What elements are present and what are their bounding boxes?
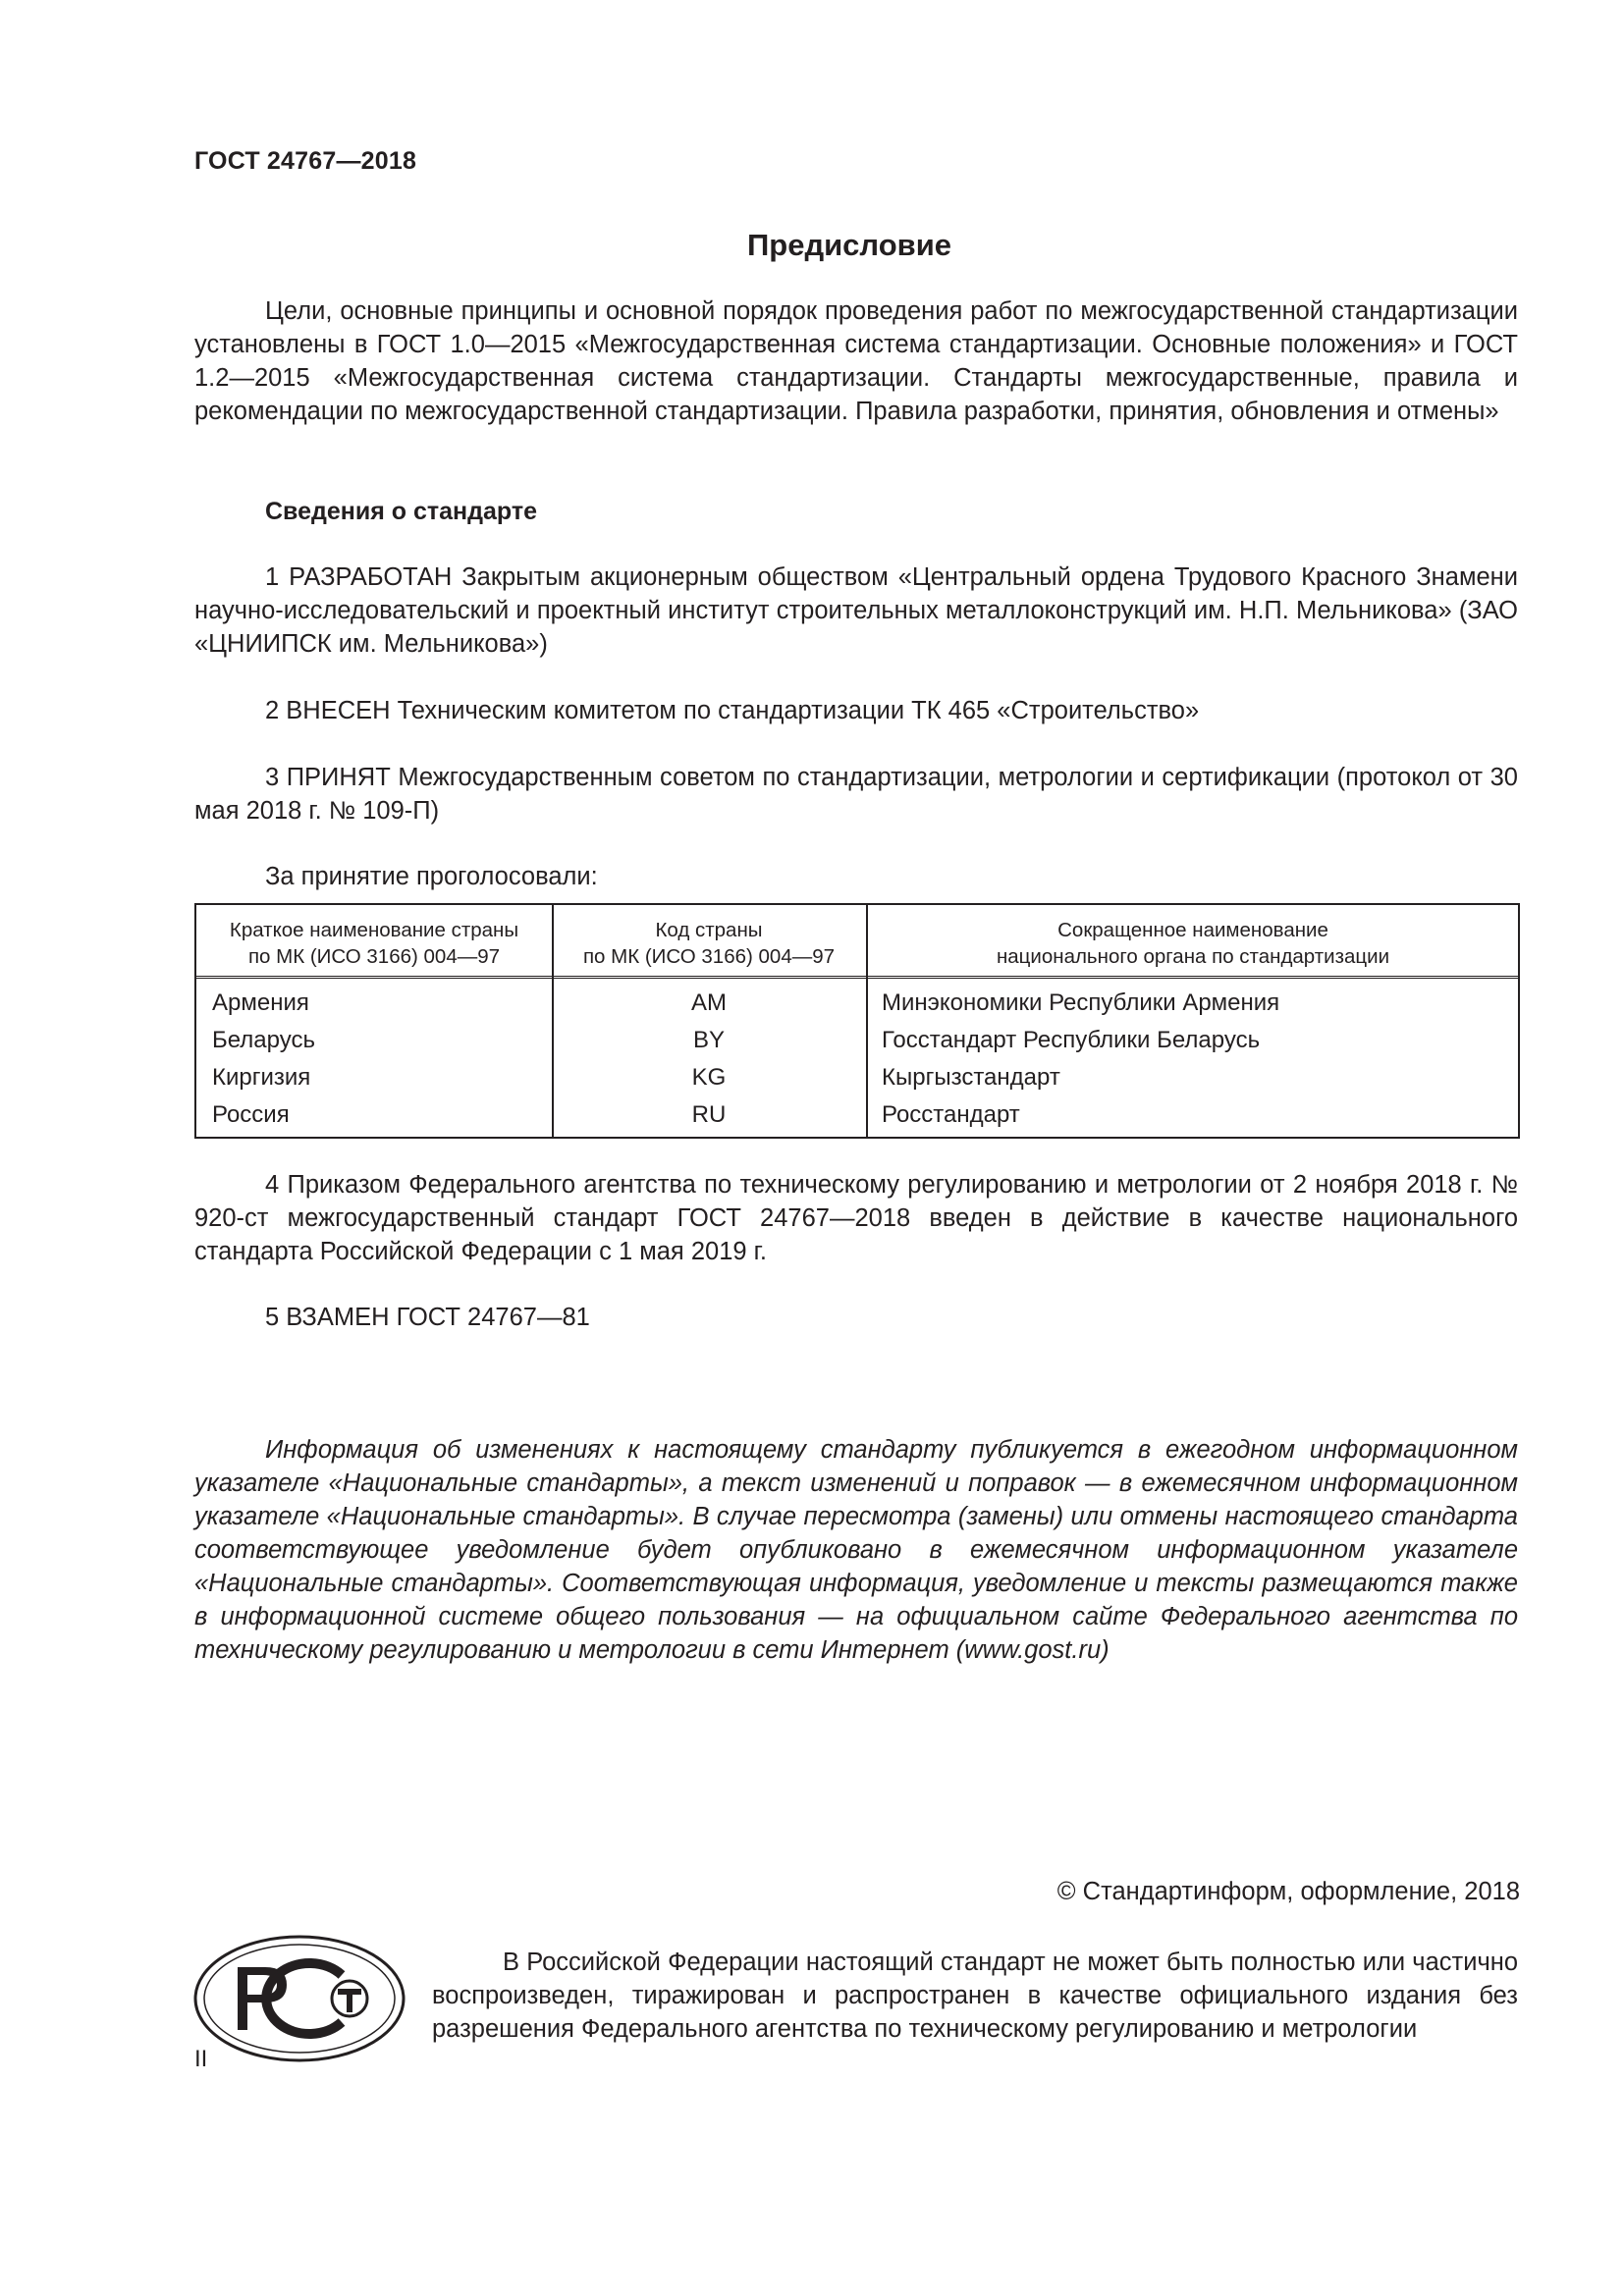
voted-label: За принятие проголосовали:: [265, 863, 598, 890]
info-item-5: 5 ВЗАМЕН ГОСТ 24767—81: [265, 1304, 590, 1331]
info-item-2: 2 ВНЕСЕН Техническим комитетом по стандартизации ТК 465 «Строительство»: [265, 697, 1200, 724]
table-cell-country: Россия: [212, 1101, 290, 1128]
table-header-separator: [196, 976, 1518, 979]
page-title: Предисловие: [746, 228, 951, 262]
rst-logo: [192, 1934, 406, 2063]
intro-paragraph: Цели, основные принципы и основной порядок проведения работ по межгосударственной стандартизации установлены в ГОСТ 1.0—2015 «Межгосударственная система стандартизации. Основные положения» и ГОСТ 1.2—2015 «Межгосударственная система стандартизации. Стандарты межгосударственные, правила и рекомендации по межгосударственной стандартизации. Правила разработки, принятия, обновления и отмены»: [194, 297, 1518, 425]
table-header-code: Код страны по МК (ИСО 3166) 004—97: [582, 919, 836, 968]
table-cell-authority: Госстандарт Республики Беларусь: [882, 1027, 1261, 1053]
table-cell-code: AM: [691, 989, 727, 1016]
document-id: ГОСТ 24767—2018: [194, 147, 417, 175]
reproduction-notice: В Российской Федерации настоящий стандарт не может быть полностью или частично воспроизведен, тиражирован и распространен в качестве официального издания без разрешения Федерального агентства по техническому регулированию и метрологии: [432, 1949, 1518, 2043]
info-item-4: 4 Приказом Федерального агентства по техническому регулированию и метрологии от 2 ноября 2018 г. № 920-ст межгосударственный стандарт ГОСТ 24767—2018 введен в действие в качестве национального стандарта Российской Федерации с 1 мая 2019 г.: [194, 1171, 1518, 1265]
info-item-1: 1 РАЗРАБОТАН Закрытым акционерным обществом «Центральный ордена Трудового Красного Знамени научно-исследовательский и проектный институт строительных металлоконструкций им. Н.П. Мельникова» (ЗАО «ЦНИИПСК им. Мельникова»): [194, 563, 1518, 658]
table-cell-code: BY: [692, 1027, 725, 1053]
table-cell-code: RU: [691, 1101, 727, 1128]
table-cell-country: Киргизия: [212, 1064, 311, 1091]
table-cell-authority: Кыргызстандарт: [882, 1064, 1060, 1091]
table-cell-country: Армения: [212, 989, 309, 1016]
copyright-notice: © Стандартинформ, оформление, 2018: [1056, 1878, 1520, 1905]
changes-notice: Информация об изменениях к настоящему стандарту публикуется в ежегодном информационном указателе «Национальные стандарты», а текст изменений и поправок — в ежемесячном информационном указателе «Национальные стандарты». В случае пересмотра (замены) или отмены настоящего стандарта соответствующее уведомление будет опубликовано в ежемесячном информационном указателе «Национальные стандарты». Соответствующая информация, уведомление и тексты размещаются также в информационной системе общего пользования — на официальном сайте Федерального агентства по техническому регулированию и метрологии в сети Интернет (www.gost.ru): [194, 1436, 1518, 1664]
info-item-3: 3 ПРИНЯТ Межгосударственным советом по стандартизации, метрологии и сертификации (протокол от 30 мая 2018 г. № 109-П): [194, 764, 1518, 825]
page-number: II: [194, 2046, 208, 2072]
table-header-authority: Сокращенное наименование национального органа по стандартизации: [996, 919, 1390, 968]
table-header-country: Краткое наименование страны по МК (ИСО 3166) 004—97: [229, 919, 519, 968]
table-cell-authority: Росстандарт: [882, 1101, 1020, 1128]
info-heading: Сведения о стандарте: [265, 498, 538, 525]
table-cell-code: KG: [691, 1064, 727, 1091]
table-cell-country: Беларусь: [212, 1027, 315, 1053]
table-cell-authority: Минэкономики Республики Армения: [882, 989, 1280, 1016]
voting-table: [194, 903, 1520, 1139]
